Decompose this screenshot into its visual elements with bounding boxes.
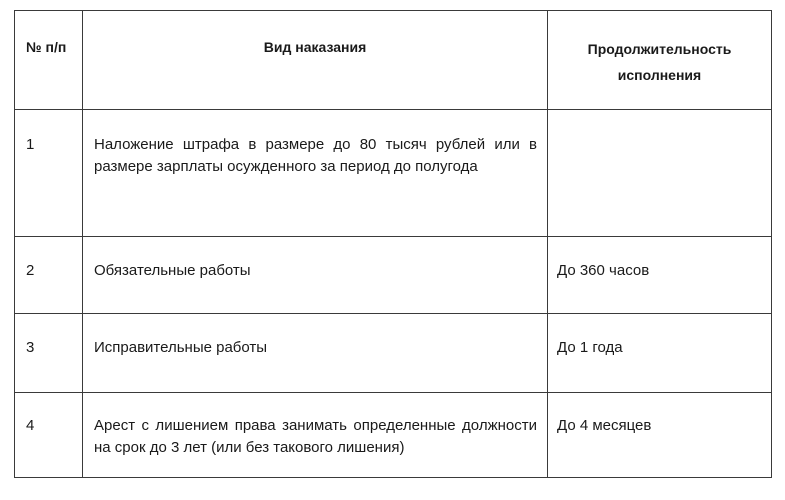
row-duration-cell bbox=[548, 314, 772, 393]
row-type-cell bbox=[83, 110, 548, 237]
header-type bbox=[83, 11, 548, 110]
row-type: Арест с лишением права занимать определенные должности на срок до 3 лет (или без такового лишения) bbox=[94, 417, 537, 456]
header-number bbox=[15, 11, 83, 110]
row-type-cell bbox=[83, 237, 548, 314]
row-type-cell bbox=[83, 314, 548, 393]
table-row bbox=[15, 393, 772, 478]
table-header-row bbox=[15, 11, 772, 110]
row-duration: До 4 месяцев bbox=[557, 417, 652, 434]
row-number-cell bbox=[15, 393, 83, 478]
row-duration-cell bbox=[548, 393, 772, 478]
row-number-cell bbox=[15, 110, 83, 237]
row-type-cell bbox=[83, 393, 548, 478]
table-row bbox=[15, 237, 772, 314]
table-row bbox=[15, 314, 772, 393]
row-number-cell bbox=[15, 314, 83, 393]
table-row bbox=[15, 110, 772, 237]
row-duration-cell bbox=[548, 110, 772, 237]
row-number: 1 bbox=[26, 136, 35, 153]
header-duration bbox=[548, 11, 772, 110]
header-type-label: Вид наказания bbox=[263, 39, 367, 55]
row-duration: До 1 года bbox=[557, 339, 623, 356]
row-type: Наложение штрафа в размере до 80 тысяч рублей или в размере зарплаты осужденного за период до полугода bbox=[94, 136, 537, 175]
punishments-table bbox=[14, 10, 772, 478]
row-duration-cell bbox=[548, 237, 772, 314]
header-number-label: № п/п bbox=[26, 39, 67, 55]
row-number: 2 bbox=[26, 262, 35, 279]
row-duration bbox=[548, 110, 771, 134]
header-duration-label: Продолжительность исполнения bbox=[587, 41, 732, 83]
row-type: Обязательные работы bbox=[94, 262, 251, 279]
row-type: Исправительные работы bbox=[94, 339, 268, 356]
row-duration: До 360 часов bbox=[557, 262, 650, 279]
row-number: 4 bbox=[26, 417, 35, 434]
row-number-cell bbox=[15, 237, 83, 314]
row-number: 3 bbox=[26, 339, 35, 356]
